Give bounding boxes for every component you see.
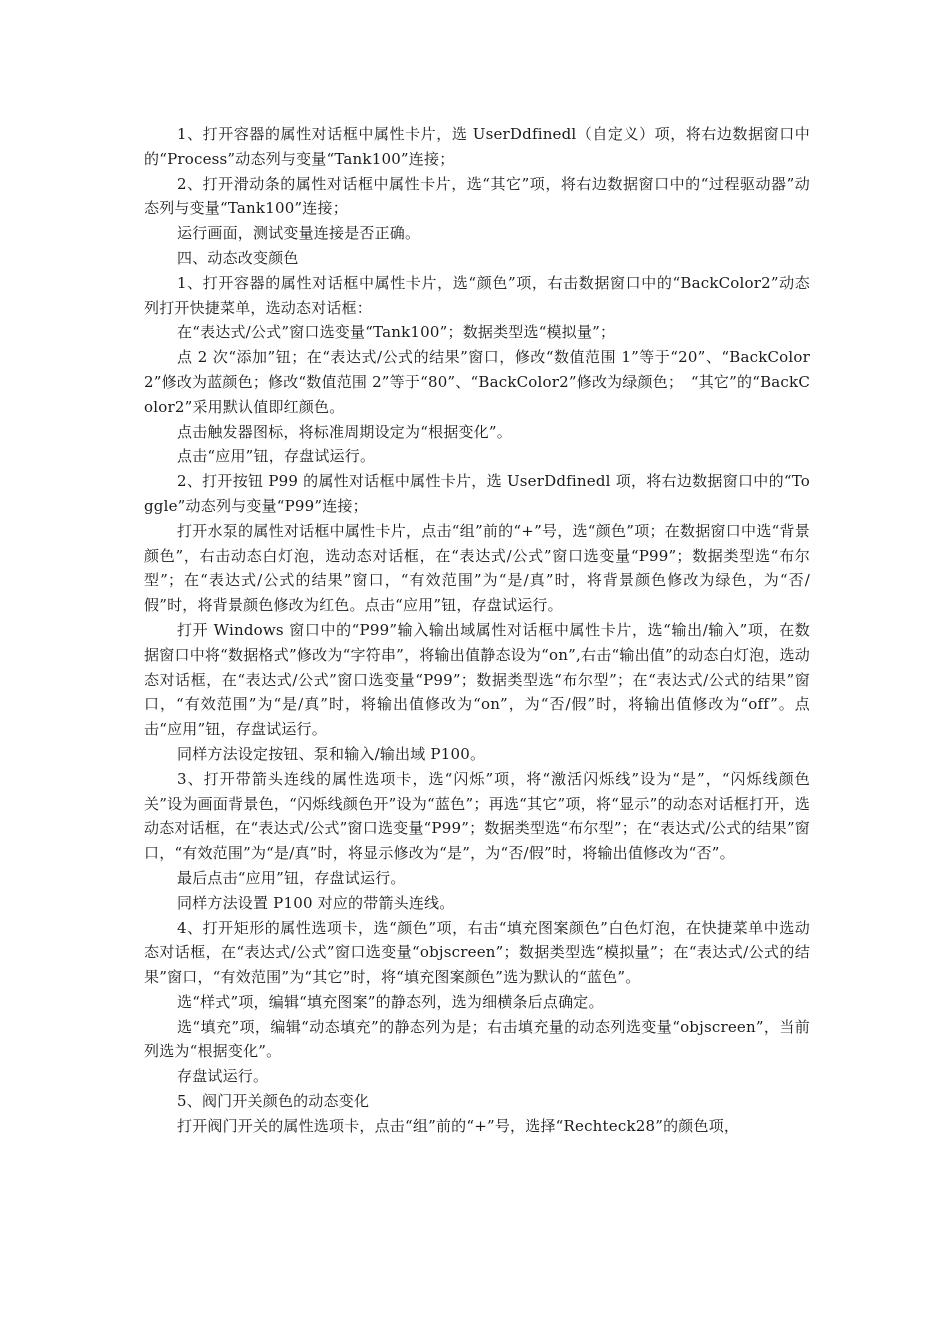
paragraph: 同样方法设定按钮、泵和输入/输出域 P100。 — [177, 744, 486, 763]
paragraph: 运行画面，测试变量连接是否正确。 — [177, 224, 421, 243]
paragraph: 点击“应用”钮，存盘试运行。 — [177, 447, 376, 466]
paragraph: 1、打开容器的属性对话框中属性卡片，选 UserDdfinedl（自定义）项，将右边数据窗口中的“Process”动态列与变量“Tank100”连接； — [144, 125, 810, 168]
paragraph: 选“样式”项，编辑“填充图案”的静态列，选为细横条后点确定。 — [177, 992, 604, 1011]
paragraph: 点 2 次“添加”钮；在“表达式/公式的结果”窗口，修改“数值范围 1”等于“20”、“BackColor2”修改为蓝颜色；修改“数值范围 2”等于“80”、“BackColor2”修改为绿颜色； “其它”的“BackColor2”采用默认值即红颜色。 — [144, 348, 810, 416]
paragraph: 3、打开带箭头连线的属性选项卡，选“闪烁”项，将“激活闪烁线”设为“是”，“闪烁线颜色关”设为画面背景色，“闪烁线颜色开”设为“蓝色”；再选“其它”项，将“显示”的动态对话框打开，选动态对话框，在“表达式/公式”窗口选变量“P99”；数据类型选“布尔型”；在“表达式/公式的结果”窗口，“有效范围”为“是/真”时，将显示修改为“是”，为“否/假”时，将输出值修改为“否”。 — [144, 769, 810, 863]
paragraph: 选“填充”项，编辑“动态填充”的静态列为是；右击填充量的动态列选变量“objscreen”，当前列选为“根据变化”。 — [144, 1017, 810, 1061]
paragraph: 打开 Windows 窗口中的“P99”输入输出域属性对话框中属性卡片，选“输出/输入”项，在数据窗口中将“数据格式”修改为“字符串”，将输出值静态设为“on”,右击“输出值”的动态白灯泡，选动态对话框，在“表达式/公式”窗口选变量“P99”；数据类型选“布尔型”；在“表达式/公式的结果”窗口，“有效范围”为“是/真”时，将输出值修改为“on”，为“否/假”时，将输出值修改为“off”。点击“应用”钮，存盘试运行。 — [144, 620, 810, 739]
paragraph: 点击触发器图标，将标准周期设定为“根据变化”。 — [177, 422, 512, 441]
paragraph: 存盘试运行。 — [177, 1067, 269, 1086]
document-body — [144, 122, 810, 1139]
paragraph: 4、打开矩形的属性选项卡，选“颜色”项，右击“填充图案颜色”白色灯泡，在快捷菜单中选动态对话框，在“表达式/公式”窗口选变量“objscreen”；数据类型选“模拟量”；在“表达式/公式的结果”窗口，“有效范围”为“其它”时，将“填充图案颜色”选为默认的“蓝色”。 — [144, 918, 810, 987]
paragraph: 在“表达式/公式”窗口选变量“Tank100”；数据类型选“模拟量”； — [177, 323, 616, 342]
section-heading: 5、阀门开关颜色的动态变化 — [177, 1092, 370, 1111]
section-heading: 四、动态改变颜色 — [177, 248, 299, 267]
paragraph: 最后点击“应用”钮，存盘试运行。 — [177, 868, 406, 887]
paragraph: 打开水泵的属性对话框中属性卡片，点击“组”前的“+”号，选“颜色”项；在数据窗口中选“背景颜色”，右击动态白灯泡，选动态对话框，在“表达式/公式”窗口选变量“P99”；数据类型选“布尔型”；在“表达式/公式的结果”窗口，“有效范围”为“是/真”时，将背景颜色修改为绿色，为“否/假”时，将背景颜色修改为红色。点击“应用”钮，存盘试运行。 — [144, 521, 810, 615]
paragraph: 2、打开滑动条的属性对话框中属性卡片，选“其它”项，将右边数据窗口中的“过程驱动器”动态列与变量“Tank100”连接； — [144, 174, 810, 218]
paragraph: 打开阀门开关的属性选项卡，点击“组”前的“+”号，选择“Rechteck28”的颜色项， — [177, 1116, 740, 1135]
paragraph: 同样方法设置 P100 对应的带箭头连线。 — [177, 893, 455, 912]
paragraph: 2、打开按钮 P99 的属性对话框中属性卡片，选 UserDdfinedl 项，将右边数据窗口中的“Toggle”动态列与变量“P99”连接； — [144, 472, 810, 515]
paragraph: 1、打开容器的属性对话框中属性卡片，选“颜色”项，右击数据窗口中的“BackColor2”动态列打开快捷菜单，选动态对话框： — [144, 273, 810, 317]
